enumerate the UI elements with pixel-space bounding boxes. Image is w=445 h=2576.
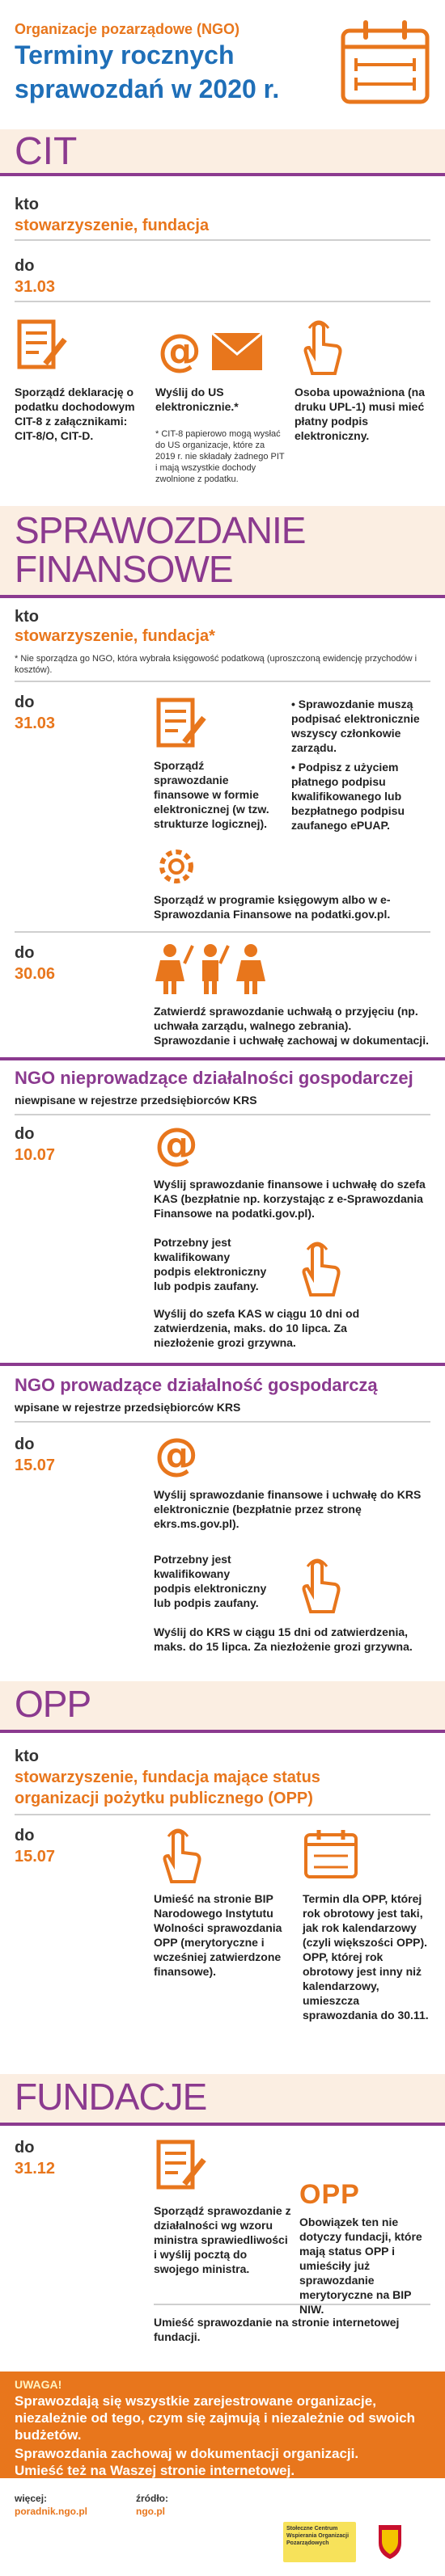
- cit-kto-line: [15, 239, 430, 241]
- at-icon: [152, 1431, 201, 1479]
- org-label: Organizacje pozarządowe (NGO): [15, 21, 240, 37]
- spraw-kto-line: [15, 681, 430, 682]
- opp-col2-text: Termin dla OPP, której rok obrotowy jest taki, jak rok kalendarzowy (czyli większości OPP). OPP, której rok obrotowy jest inny niż kalendarzowy, umieszcza sprawozdania do 30.11.: [303, 1892, 429, 2022]
- uwaga-line2: Sprawozdania zachowaj w dokumentacji organizacji. Umieść też na Waszej stronie internetowej.: [15, 2446, 359, 2478]
- fund-col1-text: Sporządź sprawozdanie z działalności wg wzoru ministra sprawiedliwości i wyślij pocztą do swojego ministra.: [154, 2204, 291, 2275]
- hand-click-icon: [295, 317, 346, 375]
- page-title-line2: sprawozdań w 2020 r.: [15, 74, 280, 103]
- document-pen-icon: [154, 695, 210, 752]
- at-icon: [152, 1120, 201, 1169]
- spraw-do2-label: do: [15, 944, 35, 962]
- spraw-title-line2: FINANSOWE: [15, 548, 233, 590]
- fund-do-label: do: [15, 2139, 35, 2157]
- svg-text:@: @: [155, 1431, 198, 1479]
- opp-do-value: 15.07: [15, 1848, 56, 1866]
- cit-kto-value: stowarzyszenie, fundacja: [15, 217, 210, 234]
- opp-divider: [0, 1730, 445, 1733]
- partner-logo: [283, 2522, 356, 2562]
- opp-kto-value-line2: organizacji pożytku publicznego (OPP): [15, 1790, 313, 1807]
- cit-col3-text: Osoba upoważniona (na druku UPL-1) musi mieć płatny podpis elektroniczny.: [295, 386, 426, 442]
- header: [0, 0, 445, 145]
- spraw-do1-line: [15, 931, 430, 933]
- spraw-do1-text2: Sporządź w programie księgowym albo w e-Sprawozdania Finansowe na podatki.gov.pl.: [154, 893, 391, 921]
- ngo-tak-text2: Potrzebny jest kwalifikowany podpis elektroniczny lub podpis zaufany.: [154, 1553, 267, 1609]
- wiecej-label: więcej:: [15, 2493, 48, 2504]
- ngo-nie-text1: Wyślij sprawozdanie finansowe i uchwałę do szefa KAS (bezpłatnie np. korzystając z e-Sprawozdania Finansowe na podatki.gov.pl).: [154, 1178, 426, 1220]
- gear-icon: [154, 844, 199, 889]
- fund-col2-text: Obowiązek ten nie dotyczy fundacji, które mają status OPP i umieściły już sprawozdanie merytoryczne na BIP NIW.: [299, 2216, 422, 2316]
- spraw-do1-bullet1: • Sprawozdanie muszą podpisać elektronicznie wszyscy członkowie zarządu.: [291, 698, 420, 754]
- people-icon: [154, 942, 267, 996]
- ngo-nie-text2: Potrzebny jest kwalifikowany podpis elektroniczny lub podpis zaufany.: [154, 1236, 267, 1292]
- ngo-nie-subtitle: niewpisane w rejestrze przedsiębiorców KRS: [15, 1094, 257, 1107]
- fund-do-value: 31.12: [15, 2160, 56, 2178]
- document-pen-icon: [154, 2137, 210, 2194]
- spraw-divider: [0, 595, 445, 598]
- opp-badge: OPP: [299, 2179, 360, 2210]
- cit-kto-label: kto: [15, 196, 39, 213]
- ngo-nie-divider-top: [0, 1057, 445, 1060]
- spraw-do1-text: Sporządź sprawozdanie finansowe w formie elektronicznej (w tzw. strukturze logicznej).: [154, 759, 269, 830]
- ngo-tak-text1: Wyślij sprawozdanie finansowe i uchwałę do KRS elektronicznie (bezpłatnie przez stronę ekrs.ms.gov.pl).: [154, 1488, 422, 1530]
- opp-kto-label: kto: [15, 1748, 39, 1765]
- spraw-do1-bullet2: • Podpisz z użyciem płatnego podpisu kwalifikowanego lub bezpłatnego podpisu zaufanego ePUAP.: [291, 761, 405, 832]
- ngo-tak-line: [15, 1421, 430, 1423]
- spraw-do1-value: 31.03: [15, 715, 56, 732]
- svg-text:@: @: [155, 1120, 198, 1169]
- envelope-icon: [212, 333, 262, 370]
- document-pen-icon: [15, 317, 71, 373]
- footer: [0, 2481, 445, 2576]
- calendar-icon: [338, 19, 432, 107]
- ngo-nie-do-value: 10.07: [15, 1146, 56, 1164]
- svg-text:@: @: [158, 327, 201, 375]
- spraw-do1-label: do: [15, 694, 35, 711]
- ngo-nie-title: NGO nieprowadzące działalności gospodarczej: [15, 1068, 413, 1088]
- ngo-tak-do-value: 15.07: [15, 1457, 56, 1474]
- cit-do-label: do: [15, 257, 35, 275]
- cit-divider: [0, 173, 445, 176]
- spraw-do2-value: 30.06: [15, 965, 56, 983]
- ngo-nie-text3: Wyślij do szefa KAS w ciągu 10 dni od zatwierdzenia, maks. do 10 lipca. Za niezłożenie grozi grzywna.: [154, 1307, 360, 1349]
- ngo-tak-do-label: do: [15, 1436, 35, 1453]
- spraw-title-line1: SPRAWOZDANIE: [15, 509, 306, 551]
- uwaga-line1: Sprawozdają się wszystkie zarejestrowane organizacje, niezależnie od tego, czym się zajmują i niezależnie od swoich budżetów.: [15, 2393, 416, 2443]
- zrodlo-link[interactable]: ngo.pl: [136, 2506, 165, 2517]
- fund-text-bottom: Umieść sprawozdanie na stronie internetowej fundacji.: [154, 2316, 400, 2343]
- cit-do-value: 31.03: [15, 278, 56, 296]
- calendar-icon: [303, 1828, 359, 1880]
- hand-click-icon: [154, 1825, 206, 1883]
- opp-kto-value-line1: stowarzyszenie, fundacja mające status: [15, 1769, 320, 1786]
- fund-line: [154, 2304, 430, 2305]
- uwaga-label: UWAGA!: [15, 2378, 62, 2391]
- zrodlo-label: źródło:: [136, 2493, 168, 2504]
- opp-title: OPP: [15, 1683, 91, 1725]
- spraw-do2-text: Zatwierdź sprawozdanie uchwałą o przyjęciu (np. uchwała zarządu, walnego zebrania). Sprawozdanie i uchwałę zachowaj w dokumentacji.: [154, 1005, 429, 1047]
- cit-do-line: [15, 301, 430, 302]
- opp-do-label: do: [15, 1827, 35, 1845]
- spraw-kto-label: kto: [15, 608, 39, 626]
- spraw-kto-note: * Nie sporządza go NGO, która wybrała księgowość podatkową (uproszczoną ewidencję przychodów i kosztów).: [15, 654, 417, 675]
- ngo-nie-line: [15, 1114, 430, 1115]
- fund-title: FUNDACJE: [15, 2076, 207, 2118]
- cit-title: CIT: [15, 130, 78, 173]
- spraw-kto-value: stowarzyszenie, fundacja*: [15, 627, 215, 645]
- page-title-line1: Terminy rocznych: [15, 40, 235, 70]
- at-icon: [155, 327, 204, 375]
- opp-kto-line: [15, 1814, 430, 1815]
- cit-col2-text: Wyślij do US elektronicznie.*: [155, 386, 239, 413]
- ngo-tak-text3: Wyślij do KRS w ciągu 15 dni od zatwierdzenia, maks. do 15 lipca. Za niezłożenie grozi grzywna.: [154, 1625, 413, 1653]
- opp-col1-text: Umieść na stronie BIP Narodowego Instytutu Wolności sprawozdania OPP (merytoryczne i wcześniej zatwierdzone finansowe).: [154, 1892, 282, 1978]
- fund-divider: [0, 2123, 445, 2126]
- hand-click-icon: [293, 1238, 345, 1296]
- ngo-nie-do-label: do: [15, 1125, 35, 1143]
- cit-col2-note: * CIT-8 papierowo mogą wysłać do US organizacje, które za 2019 r. nie składały żadnego PIT i mają wszystkie dochody zwolnione z podatku.: [155, 429, 285, 484]
- hand-click-icon: [293, 1555, 345, 1613]
- ngo-tak-subtitle: wpisane w rejestrze przedsiębiorców KRS: [15, 1401, 241, 1414]
- uwaga-box: [0, 2372, 445, 2478]
- cit-col1-text: Sporządź deklarację o podatku dochodowym CIT-8 z załącznikami: CIT-8/O, CIT-D.: [15, 386, 135, 442]
- wiecej-link[interactable]: poradnik.ngo.pl: [15, 2506, 87, 2517]
- ngo-tak-divider-top: [0, 1363, 445, 1366]
- partner-logo-text: Stołeczne Centrum Wspierania Organizacji Pozarządowych: [286, 2526, 350, 2546]
- ngo-tak-title: NGO prowadzące działalność gospodarczą: [15, 1375, 378, 1395]
- warsaw-logo: [374, 2522, 406, 2561]
